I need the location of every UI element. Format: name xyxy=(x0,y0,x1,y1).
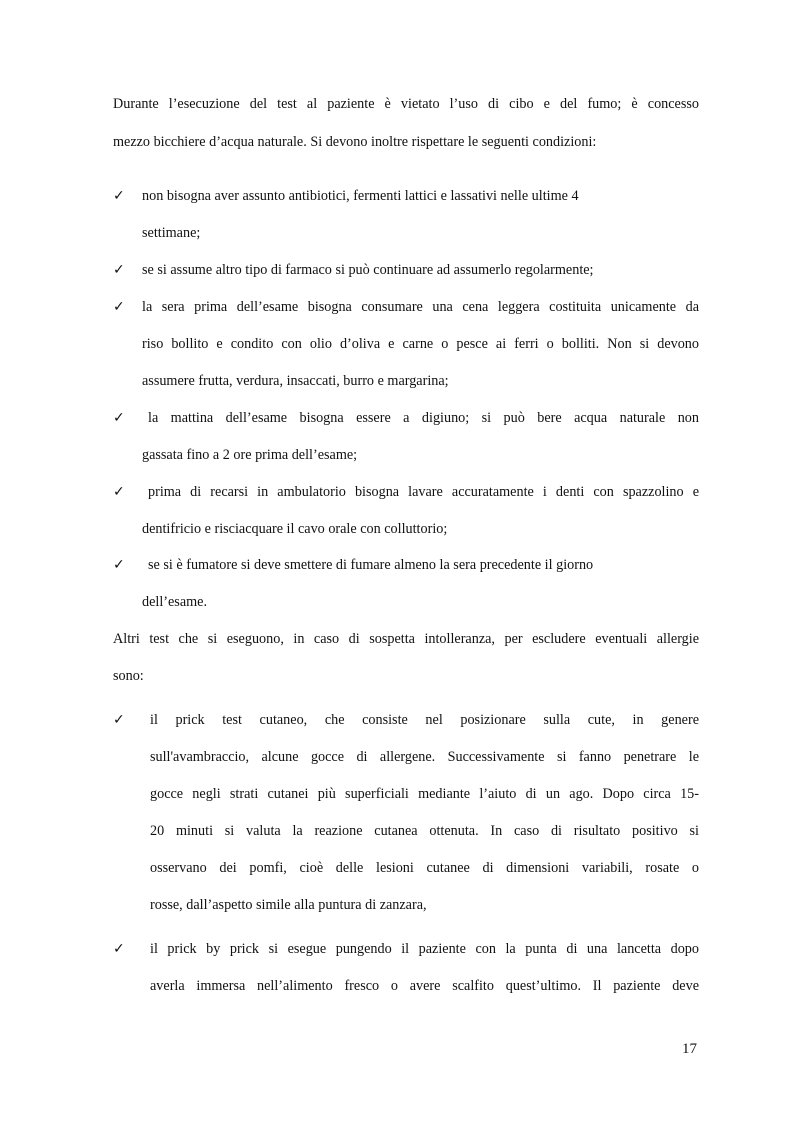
condition-3-line-1: la sera prima dell’esame bisogna consumare una cena leggera costituita unicamente da xyxy=(142,299,699,315)
condition-5-line-2: dentifricio e risciacquare il cavo orale con colluttorio; xyxy=(142,521,448,537)
page-number: 17 xyxy=(682,1041,697,1057)
condition-3-line-3: assumere frutta, verdura, insaccati, burro e margarina; xyxy=(142,373,449,389)
condition-4-line-2: gassata fino a 2 ore prima dell’esame; xyxy=(142,447,358,463)
condition-2-line-1: se si assume altro tipo di farmaco si può continuare ad assumerlo regolarmente; xyxy=(142,262,594,278)
condition-4-line-1: la mattina dell’esame bisogna essere a digiuno; si può bere acqua naturale non xyxy=(148,410,699,426)
checkmark-icon: ✓ xyxy=(113,410,125,426)
checkmark-icon: ✓ xyxy=(113,941,125,957)
test-1-line-5: osservano dei pomfi, cioè delle lesioni cutanee di dimensioni variabili, rosate o xyxy=(150,860,699,876)
other-tests-line-1: Altri test che si eseguono, in caso di sospetta intolleranza, per escludere eventuali allergie xyxy=(113,631,699,647)
condition-3-line-2: riso bollito e condito con olio d’oliva e carne o pesce ai ferri o bolliti. Non si devono xyxy=(142,336,699,352)
condition-1-line-2: settimane; xyxy=(142,225,201,241)
checkmark-icon: ✓ xyxy=(113,484,125,500)
test-1-line-4: 20 minuti si valuta la reazione cutanea ottenuta. In caso di risultato positivo si xyxy=(150,823,699,839)
condition-6-line-2: dell’esame. xyxy=(142,594,207,610)
checkmark-icon: ✓ xyxy=(113,299,125,315)
test-2-line-1: il prick by prick si esegue pungendo il paziente con la punta di una lancetta dopo xyxy=(150,941,699,957)
condition-1-line-1: non bisogna aver assunto antibiotici, fermenti lattici e lassativi nelle ultime 4 xyxy=(142,188,579,204)
intro-line-1: Durante l’esecuzione del test al paziente è vietato l’uso di cibo e del fumo; è concesso xyxy=(113,96,699,112)
intro-line-2: mezzo bicchiere d’acqua naturale. Si devono inoltre rispettare le seguenti condizioni: xyxy=(113,134,597,150)
checkmark-icon: ✓ xyxy=(113,188,125,204)
checkmark-icon: ✓ xyxy=(113,712,125,728)
other-tests-line-2: sono: xyxy=(113,668,144,684)
test-2-line-2: averla immersa nell’alimento fresco o avere scalfito quest’ultimo. Il paziente deve xyxy=(150,978,699,994)
checkmark-icon: ✓ xyxy=(113,262,125,278)
condition-6-line-1: se si è fumatore si deve smettere di fumare almeno la sera precedente il giorno xyxy=(148,557,594,573)
test-1-line-2: sull'avambraccio, alcune gocce di allergene. Successivamente si fanno penetrare le xyxy=(150,749,699,765)
condition-5-line-1: prima di recarsi in ambulatorio bisogna lavare accuratamente i denti con spazzolino e xyxy=(148,484,699,500)
test-1-line-6: rosse, dall’aspetto simile alla puntura di zanzara, xyxy=(150,897,427,913)
checkmark-icon: ✓ xyxy=(113,557,125,573)
test-1-line-1: il prick test cutaneo, che consiste nel posizionare sulla cute, in genere xyxy=(150,712,699,728)
test-1-line-3: gocce negli strati cutanei più superficiali mediante l’aiuto di un ago. Dopo circa 15- xyxy=(150,786,699,802)
